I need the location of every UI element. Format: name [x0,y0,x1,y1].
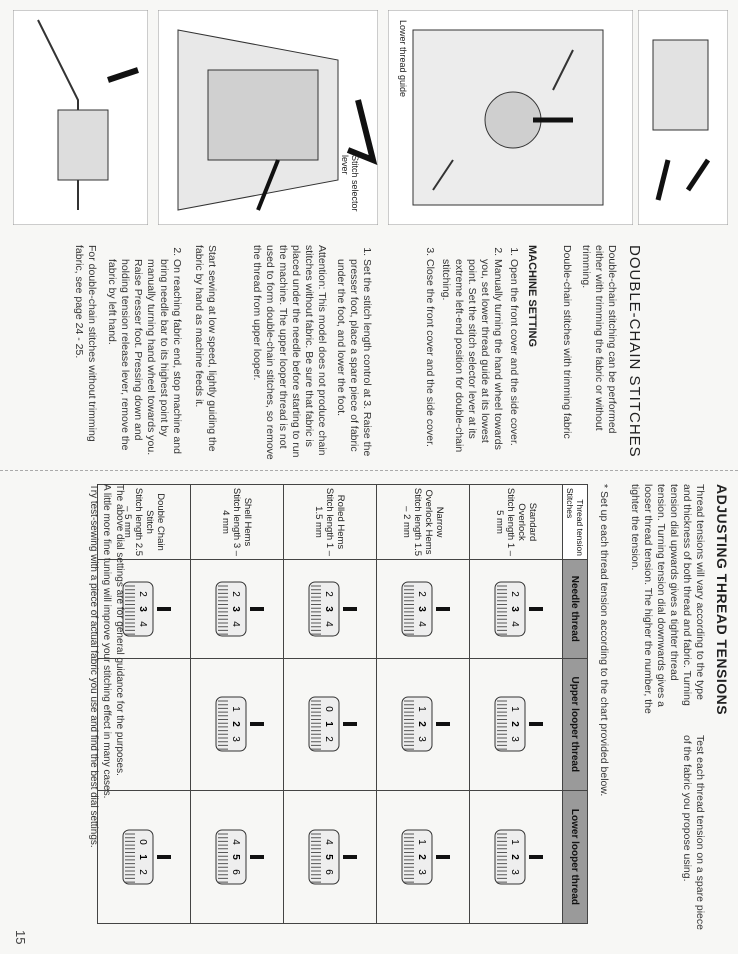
dial-number: 1 [137,854,149,860]
note-line: A little more fine tuning will improve your stitching effect in many cases. [101,484,112,799]
dial-number: 3 [509,869,521,875]
sewing-steps-2 [102,245,183,474]
dial-number: 3 [416,869,428,875]
start-sewing-note: Start sewing at low speed, lightly guiding the fabric by hand as machine feeds it. [193,245,218,452]
table-corner [563,485,588,560]
dial-number: 3 [137,606,149,612]
stitch-length: Stitch length 3 – 4 mm [220,487,243,557]
dial-cell [470,560,563,659]
table-row [377,485,470,924]
stitch-selector-callout: Stitch selector lever [340,155,360,212]
dial-cell [470,790,563,923]
dial-number: 0 [323,706,335,713]
dial-number: 3 [230,606,242,612]
tension-dial-icon [395,689,455,759]
page-gutter [0,470,738,473]
dial-cell [284,790,377,923]
tension-dial-icon [395,822,455,892]
stitch-length: Stitch length 1 – 5 mm [494,487,516,557]
tension-dial-icon [488,689,548,759]
dial-number: 2 [323,591,335,597]
dial-number: 6 [230,869,242,875]
dial-cell [470,658,563,790]
dial-number: 4 [323,621,335,627]
dial-number: 3 [509,606,521,612]
fabric-placement-figure [13,10,148,225]
tension-title: ADJUSTING THREAD TENSIONS [714,484,730,716]
stitch-type-cell [191,485,284,560]
dial-number: 1 [230,706,242,713]
sewing-step: 2. On reaching fabric end, stop machine and bring needle bar to its highest point by manually turning hand wheel towards you. Raise Presser foot. Pressing down and holding tension release lever, remove the fabric by left hand. [105,259,183,474]
stitch-length: Stitch length 1 – 1.5 mm [313,487,336,557]
col-needle-thread: Needle thread [563,560,588,659]
tension-dial-icon [488,822,548,892]
col-lower-looper: Lower looper thread [563,790,588,923]
fabric-removal-figure [638,10,728,225]
dial-number: 1 [509,839,521,845]
tension-notes [87,484,126,924]
machine-step: 3. Close the front cover and the side cover. [423,259,436,464]
dial-number: 2 [230,591,242,597]
dial-number: 4 [323,839,335,845]
without-trimming-note: For double-chain stitches without trimming fabric, see page 24 - 25. [73,245,98,442]
dial-number: 2 [137,869,149,875]
dial-number: 2 [137,591,149,597]
dial-number: 4 [137,621,149,627]
note-line: Try test-sewing with a piece of actual fabric you use and find the best dial settings. [88,484,99,848]
dial-cell [377,560,470,659]
dial-number: 2 [509,591,521,597]
stitch-name: Standard Overlock [516,502,538,542]
machine-step: 2. Manually turning the hand wheel towards you, set lower thread guide at its lowest point. Set the stitch selector lever at its extreme left-end position for double-chain stitching. [439,259,504,464]
stitch-name: Shell Hems [242,497,254,547]
dial-number: 2 [230,721,242,728]
machine-setting-steps [420,245,520,464]
dial-number: 3 [416,736,428,743]
machine-step: 1. Open the front cover and the side cover. [507,259,520,464]
dial-number: 3 [323,606,335,612]
corner-stitches: Stitches [565,488,575,519]
dial-number: 0 [137,839,149,845]
dial-number: 2 [509,854,521,860]
dial-number: 2 [416,591,428,597]
dial-number: 3 [416,606,428,612]
dial-cell [377,658,470,790]
tension-dial-icon [488,574,548,644]
tension-intro: Thread tensions will vary according to the type and thickness of both thread and fabric. Turning tension dial upwards gives a tighter thread tension. Turning tension dial downwards gives a looser thread tension. The higher the number, the tighter the tension. [629,484,706,714]
dial-number: 4 [230,621,242,627]
table-header-row [563,485,588,924]
dial-cell [377,790,470,923]
dial-cell [284,658,377,790]
dial-number: 5 [323,854,335,860]
stitch-type-cell [377,485,470,560]
tension-table [97,484,588,924]
double-chain-subintro: Double-chain stitches with trimming fabric [561,245,573,439]
dial-number: 4 [230,839,242,845]
tension-dial-icon [302,689,362,759]
note-line: The above dial settings are for general guidance for the purposes. [114,484,125,776]
dial-number: 3 [230,736,242,743]
table-row [191,485,284,924]
dial-number: 3 [509,736,521,743]
dial-number: 5 [230,854,242,860]
tension-test-note: Test each thread tension on a spare piece of the fabric you propose using. [681,735,706,930]
machine-setting-heading: MACHINE SETTING [526,245,538,348]
right-page-number: 15 [13,930,28,945]
tension-dial-icon [395,574,455,644]
stitch-name: Double Chain Stitch [144,493,166,551]
double-chain-intro: Double-chain stitching can be performed either with trimming the fabric or without trimming. [580,245,618,434]
dial-cell [284,560,377,659]
dial-number: 2 [323,736,335,743]
sewing-steps [331,245,373,474]
sewing-step: 1. Set the stitch length control at 3. Raise the presser foot, place a spare piece of fabric under the foot, and lower the foot. [334,259,373,474]
corner-thread-tension: Thread tension [575,499,585,556]
double-chain-title: DOUBLE-CHAIN STITCHES [626,245,643,458]
stitch-type-cell [470,485,563,560]
stitch-type-cell [284,485,377,560]
dial-number: 1 [323,721,335,728]
dial-cell [191,560,284,659]
tension-chart-note: * Set up each thread tension according to the chart provided below. [598,484,610,797]
stitch-name: Rolled Hems [335,494,347,550]
stitch-name: Narrow Overlock Hems [423,489,445,555]
attention-note: Attention: This model does not produce chain stitches without fabric. Be sure that fabric is placed under the needle before starting to run the machine. The upper looper thread is not used to form double-chain stitches, so remove the thread from upper looper. [251,245,328,460]
dial-number: 2 [509,721,521,728]
col-upper-looper: Upper looper thread [563,658,588,790]
dial-number: 2 [416,854,428,860]
lower-guide-callout: Lower thread guide [398,20,408,98]
dial-number: 1 [416,706,428,713]
table-row [284,485,377,924]
thread-guide-figure [388,10,633,225]
table-row [470,485,563,924]
dial-number: 2 [416,721,428,728]
tension-dial-icon [302,574,362,644]
stitch-length: Stitch length 2.5 – 5 mm [122,487,144,557]
tension-dial-icon [209,822,269,892]
stitch-length: Stitch length 1.5 – 2 mm [401,487,423,557]
dial-cell [191,790,284,923]
tension-dial-icon [209,689,269,759]
tension-dial-icon [302,822,362,892]
tension-dial-icon [209,574,269,644]
dial-number: 1 [509,706,521,713]
dial-cell [191,658,284,790]
dial-number: 4 [416,621,428,627]
dial-number: 6 [323,869,335,875]
dial-number: 4 [509,621,521,627]
dial-number: 1 [416,839,428,845]
